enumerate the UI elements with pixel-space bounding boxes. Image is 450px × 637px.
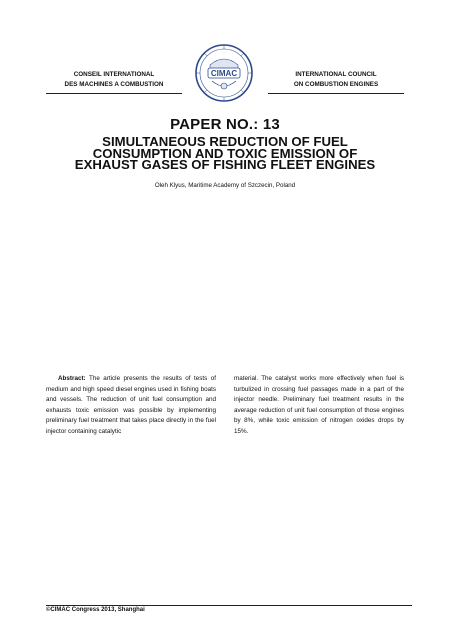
footer-rule [46,605,412,606]
abstract-column-2 [234,374,404,437]
title-line3: EXHAUST GASES OF FISHING FLEET ENGINES [74,157,376,172]
title-line1: SIMULTANEOUS REDUCTION OF FUEL [102,134,348,149]
title-line2: CONSUMPTION AND TOXIC EMISSION OF [92,145,358,161]
abstract-label: Abstract: [58,375,86,382]
right-organization-name [269,70,403,90]
abstract-column-1 [46,374,216,437]
left-org-line2: DES MACHINES A COMBUSTION [64,81,164,88]
right-header-rule [268,93,404,94]
right-org-line1: INTERNATIONAL COUNCIL [295,71,377,78]
left-header-rule [46,93,182,94]
logo-text: CIMAC [210,69,238,78]
cimac-logo [194,43,254,103]
abstract-text-part2: material. The catalyst works more effectively when fuel is turbulized in crossing fuel passages made in a part of the injector needle. Preliminary fuel treatment results in the average reduction of unit fuel consumption of those engines by 8%, while toxic emission of nitrogen oxides drops by 15%. [234,375,404,435]
abstract-paragraph-start [46,374,216,437]
left-org-line1: CONSEIL INTERNATIONAL [73,71,155,78]
paper-title [40,136,410,171]
paper-number: PAPER NO.: 13 [170,116,280,133]
abstract-text-part1: The article presents the results of tests of medium and high speed diesel engines used in fishing boats and vessels. The reduction of unit fuel consumption and exhausts toxic emission was possible by implementing preliminary fuel treatment that takes place directly in the fuel injector containing catalytic [46,375,216,435]
right-org-line2: ON COMBUSTION ENGINES [293,81,379,88]
left-organization-name [48,70,180,90]
footer-copyright: ©CIMAC Congress 2013, Shanghai [46,607,145,613]
author-affiliation: Oleh Klyus, Maritime Academy of Szczecin, Poland [154,182,296,189]
